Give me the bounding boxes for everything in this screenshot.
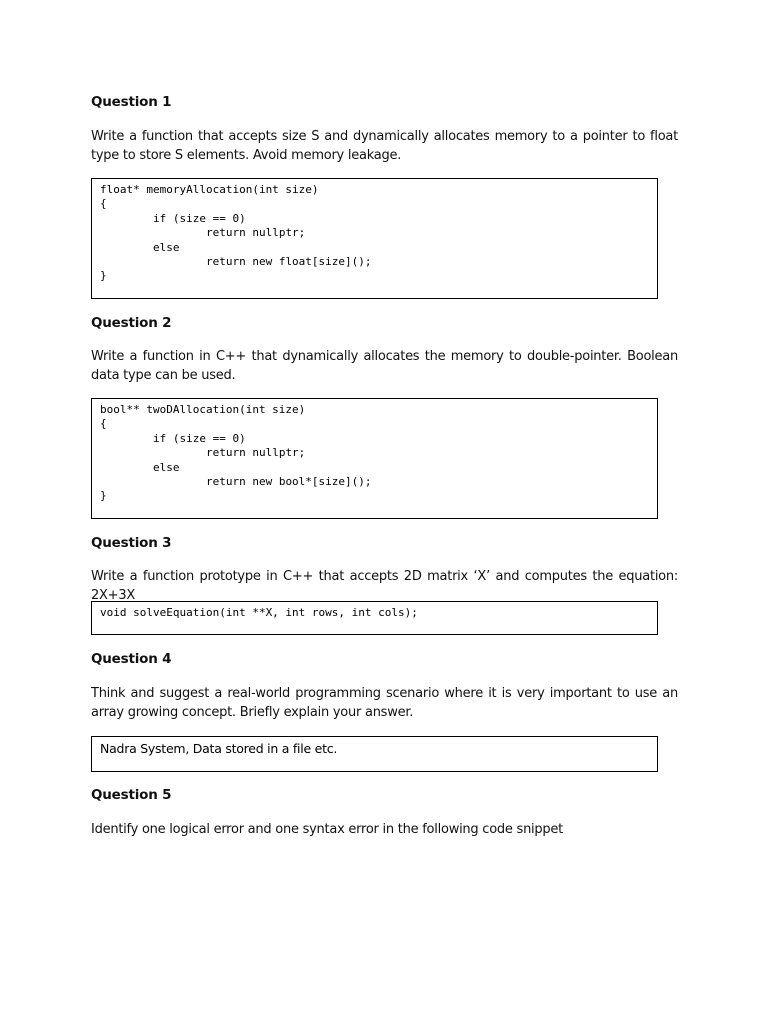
question-3-title: Question 3 xyxy=(91,535,172,551)
question-4-text: Think and suggest a real-world programming scenario where it is very important to use an array growing concept. Briefly explain your answer. xyxy=(91,686,678,720)
question-2-title: Question 2 xyxy=(91,315,172,331)
question-3-code-box xyxy=(91,601,658,635)
question-3-text: Write a function prototype in C++ that accepts 2D matrix ‘X’ and computes the equation: 2X+3X xyxy=(91,569,678,603)
question-5-title: Question 5 xyxy=(91,787,172,803)
question-4-answer: Nadra System, Data stored in a file etc. xyxy=(100,741,338,756)
question-1-text: Write a function that accepts size S and dynamically allocates memory to a pointer to float type to store S elements. Avoid memory leakage. xyxy=(91,129,678,163)
question-4-answer-box xyxy=(91,736,658,772)
question-3-code: void solveEquation(int **X, int rows, int cols); xyxy=(100,606,418,619)
question-1-title: Question 1 xyxy=(91,94,172,110)
question-2-code: bool** twoDAllocation(int size) { if (size == 0) return nullptr; else return new bool*[size](); } xyxy=(100,403,372,503)
question-2-text: Write a function in C++ that dynamically allocates the memory to double-pointer. Boolean data type can be used. xyxy=(91,349,678,383)
question-5-text: Identify one logical error and one syntax error in the following code snippet xyxy=(91,822,564,837)
question-1-code: float* memoryAllocation(int size) { if (size == 0) return nullptr; else return new float[size](); } xyxy=(100,183,372,283)
question-1-code-box xyxy=(91,178,658,299)
question-4-title: Question 4 xyxy=(91,651,172,667)
question-2-code-box xyxy=(91,398,658,519)
